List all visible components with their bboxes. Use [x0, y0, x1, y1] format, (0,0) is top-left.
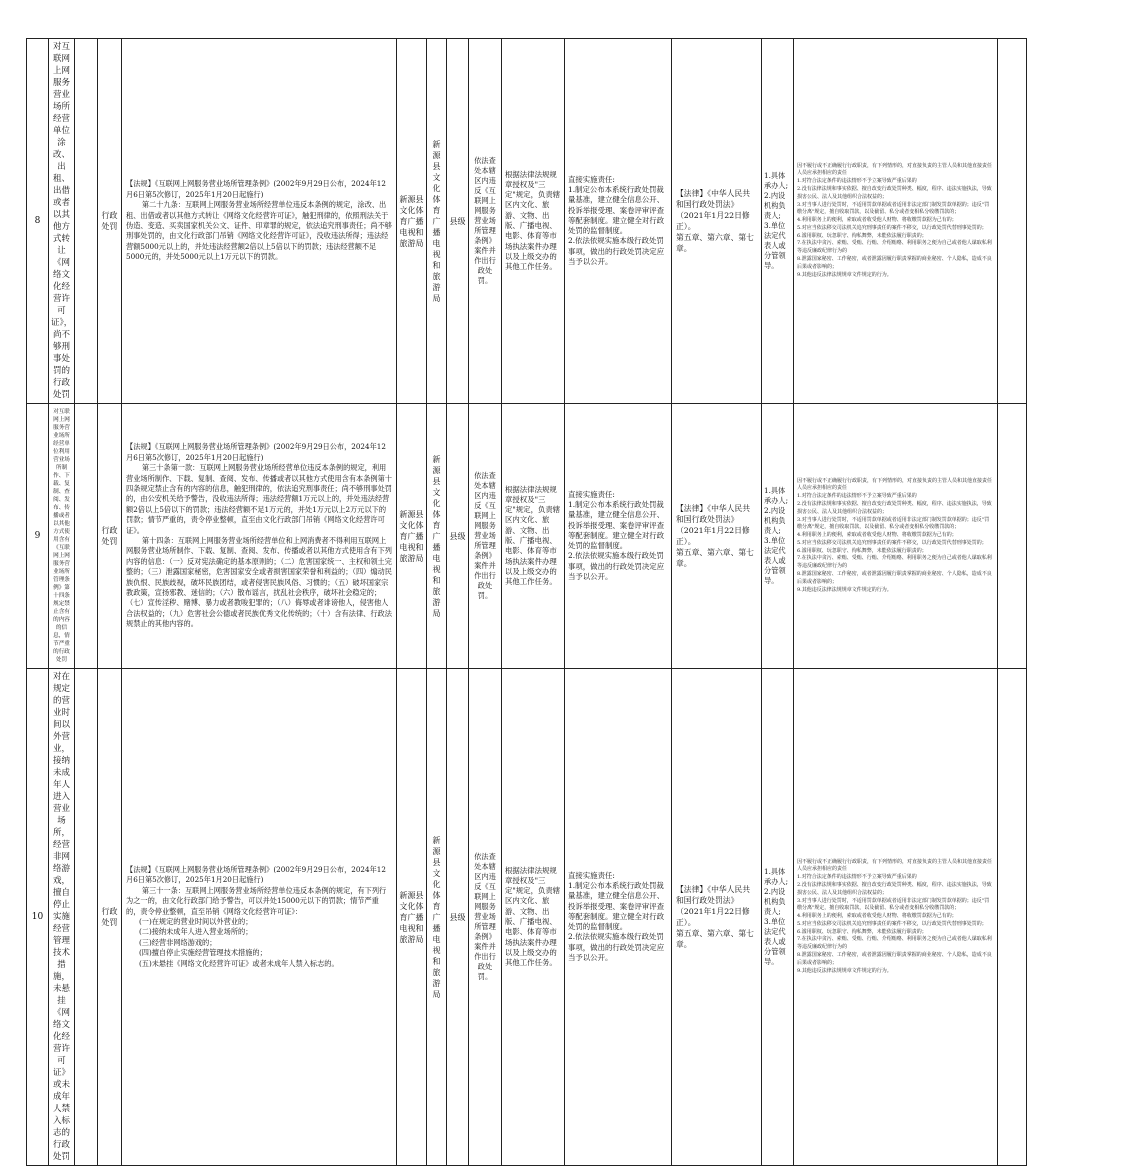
accountability-item: 3.对当事人进行处罚时，不适用罚款单据或者适用非法定部门制发罚款单据的；违反"罚缴分离"规定，擅自收取罚款，以及截留、私分或者变相私分收缴罚款的；: [797, 516, 990, 531]
category-cell: [98, 39, 122, 404]
accountability-item: 5.对应当依法移交司法机关追究刑事责任的案件不移交，以行政处罚代替刑事处罚的；: [797, 920, 987, 927]
responsibility-text: 根据法律法规规章授权及"三定"规定，负责辖区内文化、旅游、文物、出版、广播电视、电影、体育等市场执法案件办理以及上级交办的其他工作任务。: [505, 484, 561, 587]
accountability-item: 5.对应当依法移交司法机关追究刑事责任的案件不移交，以行政处罚代替刑事处罚的；: [797, 224, 987, 231]
responsibility-cell: [502, 39, 565, 404]
sub-item-cell: [75, 39, 98, 404]
table-body: [27, 39, 1027, 1166]
basis-cell: [122, 669, 397, 1166]
process-text: 依法查处本辖区内违反《互联网上网服务营业场所管理条例》案件并作出行政处罚。: [474, 471, 496, 600]
item-name-text: 对在规定的营业时间以外营业，接纳未成年人进入营业场所，经营非网络游戏，擅自停止实施经营管理技术措施，未悬挂《网络文化经营许可证》或未成年人禁入标志的行政处罚: [52, 672, 70, 1162]
sub-item-cell: [75, 404, 98, 669]
responsibility-text: 根据法律法规规章授权及"三定"规定，负责辖区内文化、旅游、文物、出版、广播电视、电影、体育等市场执法案件办理以及上级交办的其他工作任务。: [505, 865, 561, 968]
item-name-text: 对互联网上网服务营业场所经营单位利用营业场所制作、下载、复制、查阅、发布、传播或者以其他方式使用含有《互联网上网服务营业场所管理条例》第十四条规定禁止含有的内容的信息，情节严重的行政处罚: [53, 409, 70, 663]
process-text: 依法查处本辖区内违反《互联网上网服务营业场所管理条例》案件并作出行政处罚。: [474, 852, 496, 981]
row-number: [27, 669, 49, 1166]
category-text: 行政处罚: [101, 907, 118, 927]
dept-vertical-cell: [427, 669, 447, 1166]
accountability-item: 6.滥用职权、玩忽职守、徇私舞弊，未能依法履行职责的；: [797, 232, 927, 239]
accountability-item: 9.其他违反法律法规规章文件规定的行为。: [797, 967, 892, 974]
accountability-item: 6.滥用职权、玩忽职守、徇私舞弊，未能依法履行职责的；: [797, 547, 927, 554]
remark-cell: [998, 39, 1027, 404]
dept-cell: [397, 39, 427, 404]
no-text: 10: [31, 912, 44, 922]
subject-text: 1.具体承办人; 2.内设机构负责人; 3.单位法定代表人或分管领导。: [764, 486, 788, 585]
accountability-table: [26, 38, 1027, 1166]
dept-vertical-text: 新源县文化体育广播电视和旅游局: [432, 835, 441, 999]
basis-paragraph: (三)经营非网络游戏的；: [138, 937, 217, 947]
law-text: 【法律】《中华人民共和国行政处罚法》（2021年1月22日修正）。 第五章、第六章、第七章。: [676, 189, 754, 253]
accountability-item: 3.对当事人进行处罚时，不适用罚款单据或者适用非法定部门制发罚款单据的；违反"罚缴分离"规定，擅自收取罚款，以及截留、私分或者变相私分收缴罚款的；: [797, 201, 990, 216]
level-cell: [447, 39, 469, 404]
dept-text: 新源县文化体育广播电视和旅游局: [399, 890, 424, 944]
level-text: 县级: [449, 216, 466, 226]
process-text: 依法查处本辖区内违反《互联网上网服务营业场所管理条例》案件并作出行政处罚。: [474, 156, 496, 285]
law-cell: [672, 39, 762, 404]
basis-cell: [122, 404, 397, 669]
accountability-item: 2.没有法律法规和事实依据、擅自改变行政处罚种类、幅度，程序、违法实施执法，导致损害公民、法人及其他组织合法权益的；: [797, 500, 992, 515]
dept-text: 新源县文化体育广播电视和旅游局: [399, 194, 424, 248]
basis-paragraph: 第三十一条：互联网上网服务营业场所经营单位违反本条例的规定，有下列行为之一的，由文化行政部门给予警告，可以并处15000元以下的罚款；情节严重的，责令停业整顿，直至吊销《网络文化经营许可证》：: [126, 885, 387, 916]
basis-cell: [122, 39, 397, 404]
item-name: [49, 404, 75, 669]
accountability-item: 9.其他违反法律法规规章文件规定的行为。: [797, 271, 892, 278]
category-text: 行政处罚: [101, 526, 118, 546]
no-text: 9: [34, 531, 41, 541]
row-number: [27, 404, 49, 669]
basis-paragraph: 【法规】《互联网上网服务营业场所管理条例》(2002年9月29日公布，2024年12月6日第5次修订，2025年1月20日起施行): [126, 442, 386, 462]
duty-cell: [565, 669, 672, 1166]
table-row: [27, 404, 1027, 669]
dept-text: 新源县文化体育广播电视和旅游局: [399, 509, 424, 563]
level-text: 县级: [449, 531, 466, 541]
basis-paragraph: 第三十条第一款：互联网上网服务营业场所经营单位违反本条例的规定，利用营业场所制作、下载、复制、查阅、发布、传播或者以其他方式使用含有本条例第十四条规定禁止含有的内容的信息，触犯刑律的，依法追究刑事责任；尚不够刑事处罚的，由公安机关给予警告，没收违法所得；违法经营额1万元以上的，并处违法经营额2倍以上5倍以下的罚款；违法经营额不足1万元的，并处1万元以上2万元以下的罚款；情节严重的，责令停业整顿，直至由文化行政部门吊销《网络文化经营许可证》。: [126, 463, 392, 535]
dept-cell: [397, 669, 427, 1166]
accountability-item: 9.其他违反法律法规规章文件规定的行为。: [797, 586, 892, 593]
duty-text: 直接实施责任: 1.制定公布本系统行政处罚裁量基准，建立健全信息公开、投诉举报受理、案卷评审评查等配套制度。建立健全对行政处罚的监督制度。 2.依法依规实施本级行政处罚事项，做出的行政处罚决定应当予以公开。: [568, 489, 665, 582]
accountability-item: 8.泄露国家秘密、工作秘密，或者泄露因履行职责掌握的商业秘密、个人隐私，造成不良后果或者影响的；: [797, 952, 992, 966]
level-cell: [447, 669, 469, 1166]
responsibility-cell: [502, 669, 565, 1166]
basis-paragraph: 【法规】《互联网上网服务营业场所管理条例》(2002年9月29日公布，2024年12月6日第5次修订，2025年1月20日起施行): [126, 864, 386, 885]
basis-paragraph: 【法规】《互联网上网服务营业场所管理条例》(2002年9月29日公布，2024年12月6日第5次修订，2025年1月20日起施行): [126, 179, 386, 199]
accountability-item: 3.对当事人进行处罚时，不适用罚款单据或者适用非法定部门制发罚款单据的；违反"罚缴分离"规定，擅自收取罚款，以及截留、私分或者变相私分收缴罚款的；: [797, 897, 990, 912]
accountability-item: 2.没有法律法规和事实依据、擅自改变行政处罚种类、幅度，程序、违法实施执法，导致损害公民、法人及其他组织合法权益的；: [797, 185, 992, 200]
law-text: 【法律】《中华人民共和国行政处罚法》（2021年1月22日修正）。 第五章、第六章、第七章。: [676, 885, 754, 949]
duty-text: 直接实施责任: 1.制定公布本系统行政处罚裁量基准，建立健全信息公开、投诉举报受理、案卷评审评查等配套制度。建立健全对行政处罚的监督制度。 2.依法依规实施本级行政处罚事项，做出的行政处罚决定应当予以公开。: [568, 174, 665, 267]
accountability-item: 4.利用职务上的便利，索取或者收受他人财物、将收缴罚款据为己有的；: [797, 913, 957, 920]
table-row: [27, 39, 1027, 404]
accountability-item: 8.泄露国家秘密、工作秘密，或者泄露因履行职责掌握的商业秘密、个人隐私，造成不良后果或者影响的；: [797, 571, 992, 585]
accountability-item: 6.滥用职权、玩忽职守、徇私舞弊，未能依法履行职责的；: [797, 928, 927, 935]
accountability-item: 7.在执法中贪污、索贿、受贿、行贿、介绍贿赂、利用职务之便为自己或者他人谋取私利等违反廉政纪律行为的: [797, 240, 992, 255]
basis-paragraph: 第十四条：互联网上网服务营业场所经营单位和上网消费者不得利用互联网上网服务营业场所制作、下载、复制、查阅、发布、传播或者以其他方式使用含有下列内容的信息：（一）反对宪法确定的基本原则的；（二）危害国家统一、主权和领土完整的；（三）泄露国家秘密，危害国家安全或者损害国家荣誉和利益的；（四）煽动民族仇恨、民族歧视，破坏民族团结，或者侵害民族风俗、习惯的；（五）破坏国家宗教政策，宣扬邪教、迷信的；（六）散布谣言，扰乱社会秩序，破坏社会稳定的；（七）宣传淫秽、赌博、暴力或者教唆犯罪的；（八）侮辱或者诽谤他人，侵害他人合法权益的；（九）危害社会公德或者民族优秀文化传统的；（十）含有法律、行政法规禁止的其他内容的。: [126, 536, 392, 629]
accountability-item: 因不履行或不正确履行行政职责，有下列情形的，对直接负责的主管人员和其他直接责任人员应承担相应的责任: [797, 477, 993, 492]
basis-paragraph: 第二十九条：互联网上网服务营业场所经营单位违反本条例的规定，涂改、出租、出借或者以其他方式转让《网络文化经营许可证》，触犯刑律的，依照刑法关于伪造、变造、买卖国家机关公文、证件、印章罪的规定，依法追究刑事责任；尚不够刑事处罚的，由文化行政部门吊销《网络文化经营许可证》，没收违法所得；违法经营额5000元以上的，并处违法经营额2倍以上5倍以下的罚款；违法经营额不足5000元的，并处5000元以上1万元以下的罚款。: [126, 200, 392, 262]
dept-vertical-text: 新源县文化体育广播电视和旅游局: [432, 139, 441, 303]
row-number: [27, 39, 49, 404]
accountability-item: 1.对符合法定条件的违法情形不予立案导致严重后果的: [797, 178, 917, 185]
category-cell: [98, 404, 122, 669]
item-name: [49, 39, 75, 404]
subject-cell: [762, 404, 794, 669]
table-row: [27, 669, 1027, 1166]
category-cell: [98, 669, 122, 1166]
law-cell: [672, 669, 762, 1166]
accountability-item: 1.对符合法定条件的违法情形不予立案导致严重后果的: [797, 493, 917, 500]
dept-cell: [397, 404, 427, 669]
basis-paragraph: (一)在规定的营业时间以外营业的；: [138, 917, 253, 926]
level-cell: [447, 404, 469, 669]
accountability-item: 4.利用职务上的便利，索取或者收受他人财物、将收缴罚款据为己有的；: [797, 532, 957, 539]
responsibility-text: 根据法律法规规章授权及"三定"规定，负责辖区内文化、旅游、文物、出版、广播电视、电影、体育等市场执法案件办理以及上级交办的其他工作任务。: [505, 169, 561, 272]
accountability-item: 7.在执法中贪污、索贿、受贿、行贿、介绍贿赂、利用职务之便为自己或者他人谋取私利等违反廉政纪律行为的: [797, 936, 992, 951]
subject-text: 1.具体承办人; 2.内设机构负责人; 3.单位法定代表人或分管领导。: [764, 171, 788, 270]
duty-cell: [565, 39, 672, 404]
sub-item-cell: [75, 669, 98, 1166]
item-name-text: 对互联网上网服务营业场所经营单位涂改、出租、出借或者以其他方式转让《网络文化经营许可证》，尚不够刑事处罚的行政处罚: [51, 42, 73, 400]
accountability-cell: [794, 669, 998, 1166]
basis-paragraph: (五)未悬挂《网络文化经营许可证》或者未成年人禁入标志的。: [138, 958, 339, 968]
accountability-item: 8.泄露国家秘密、工作秘密，或者泄露因履行职责掌握的商业秘密、个人隐私，造成不良后果或者影响的；: [797, 256, 992, 270]
item-name: [49, 669, 75, 1166]
no-text: 8: [34, 216, 41, 226]
accountability-item: 因不履行或不正确履行行政职责，有下列情形的，对直接负责的主管人员和其他直接责任人员应承担相应的责任: [797, 162, 993, 177]
subject-cell: [762, 39, 794, 404]
accountability-item: 因不履行或不正确履行行政职责，有下列情形的，对直接负责的主管人员和其他直接责任人员应承担相应的责任: [797, 858, 993, 873]
dept-vertical-cell: [427, 404, 447, 669]
accountability-item: 7.在执法中贪污、索贿、受贿、行贿、介绍贿赂、利用职务之便为自己或者他人谋取私利等违反廉政纪律行为的: [797, 555, 992, 570]
remark-cell: [998, 669, 1027, 1166]
accountability-item: 2.没有法律法规和事实依据、擅自改变行政处罚种类、幅度，程序、违法实施执法，导致损害公民、法人及其他组织合法权益的；: [797, 881, 992, 896]
responsibility-cell: [502, 404, 565, 669]
dept-vertical-text: 新源县文化体育广播电视和旅游局: [432, 454, 441, 618]
level-text: 县级: [449, 912, 466, 922]
accountability-item: 1.对符合法定条件的违法情形不予立案导致严重后果的: [797, 874, 917, 881]
duty-text: 直接实施责任: 1.制定公布本系统行政处罚裁量基准，建立健全信息公开、投诉举报受理、案卷评审评查等配套制度。建立健全对行政处罚的监督制度。 2.依法依规实施本级行政处罚事项，做出的行政处罚决定应当予以公开。: [568, 870, 665, 963]
dept-vertical-cell: [427, 39, 447, 404]
subject-text: 1.具体承办人; 2.内设机构负责人; 3.单位法定代表人或分管领导。: [764, 867, 788, 966]
subject-cell: [762, 669, 794, 1166]
law-text: 【法律】《中华人民共和国行政处罚法》（2021年1月22日修正）。 第五章、第六章、第七章。: [676, 504, 754, 568]
accountability-cell: [794, 39, 998, 404]
category-text: 行政处罚: [101, 211, 118, 231]
accountability-item: 5.对应当依法移交司法机关追究刑事责任的案件不移交，以行政处罚代替刑事处罚的；: [797, 539, 987, 546]
process-cell: [469, 39, 502, 404]
process-cell: [469, 669, 502, 1166]
basis-paragraph: (四)擅自停止实施经营管理技术措施的；: [138, 948, 267, 958]
remark-cell: [998, 404, 1027, 669]
process-cell: [469, 404, 502, 669]
accountability-cell: [794, 404, 998, 669]
basis-paragraph: (二)接纳未成年人进入营业场所的；: [138, 927, 253, 937]
accountability-item: 4.利用职务上的便利，索取或者收受他人财物、将收缴罚款据为己有的；: [797, 217, 957, 224]
duty-cell: [565, 404, 672, 669]
law-cell: [672, 404, 762, 669]
